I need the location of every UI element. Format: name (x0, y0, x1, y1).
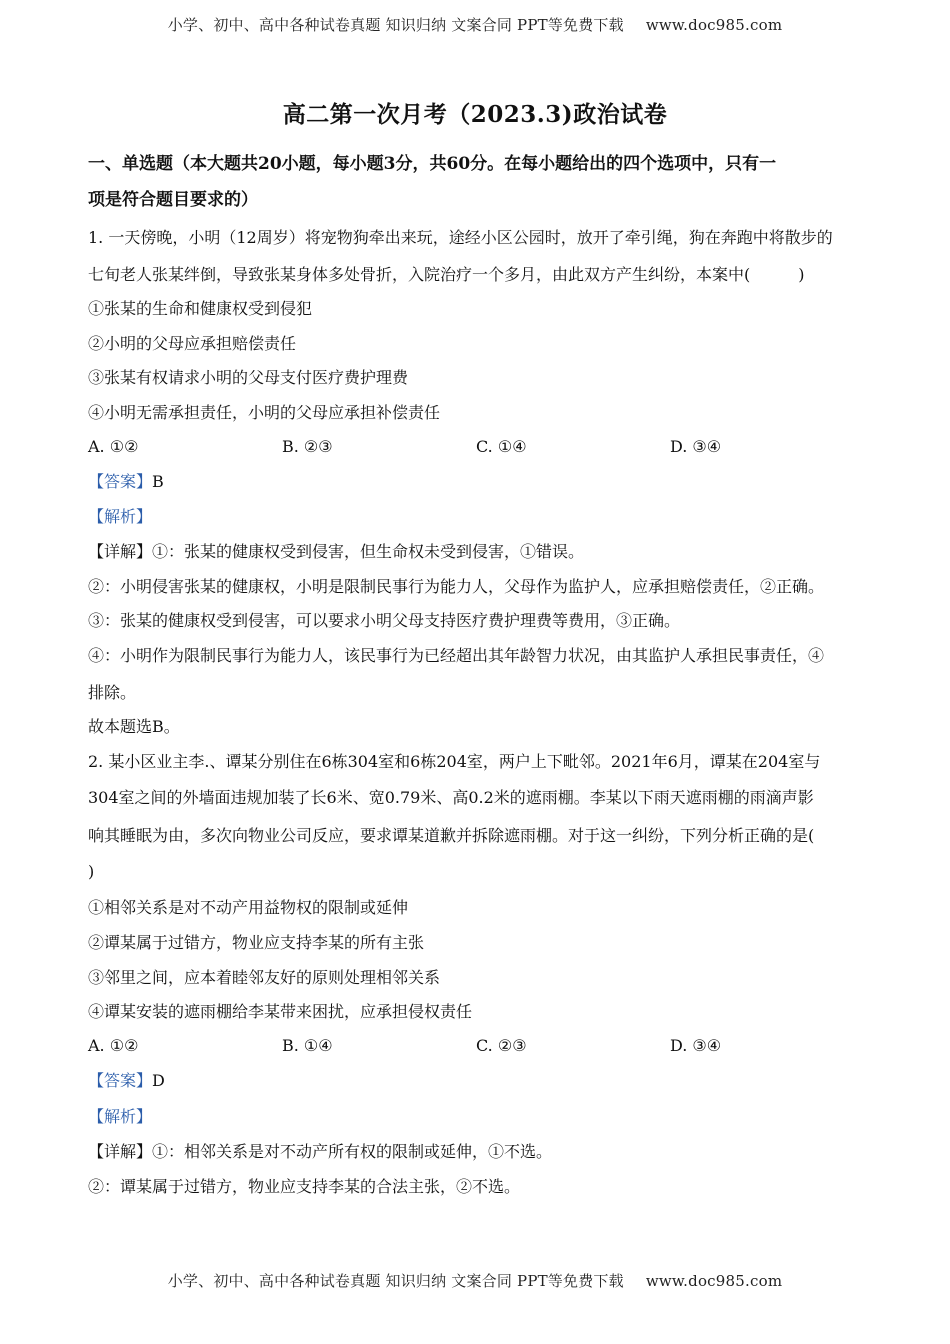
q2-stem-line3: 响其睡眠为由，多次向物业公司反应，要求谭某道歉并拆除遮雨棚。对于这一纠纷，下列分析正确的是( (88, 826, 815, 845)
q2-statement-1: ①相邻关系是对不动产用益物权的限制或延伸 (88, 898, 409, 917)
footer-site[interactable]: www.doc985.com (645, 1272, 783, 1290)
header-text: 小学、初中、高中各种试卷真题 知识归纳 文案合同 PPT等免费下载 (167, 16, 624, 34)
q2-option-a: A. ①② (88, 1036, 139, 1055)
q2-statement-2: ②谭某属于过错方，物业应支持李某的所有主张 (88, 933, 425, 952)
q1-conclusion: 故本题选B。 (88, 717, 180, 736)
answer-value: D (152, 1071, 165, 1090)
q2-stem-line1: 2. 某小区业主李.、谭某分别住在6栋304室和6栋204室，两户上下毗邻。2021年6月，谭某在204室与 (88, 752, 821, 771)
q1-statement-1: ①张某的生命和健康权受到侵犯 (88, 299, 313, 318)
q2-stem-line4: ) (88, 862, 95, 881)
q2-option-b: B. ①④ (282, 1036, 333, 1055)
answer-label: 【答案】 (88, 472, 153, 491)
q2-stem-line2: 304室之间的外墙面违规加装了长6米、宽0.79米、高0.2米的遮雨棚。李某以下雨天遮雨棚的雨滴声影 (88, 788, 814, 807)
q1-detail-2: ②：小明侵害张某的健康权，小明是限制民事行为能力人，父母作为监护人，应承担赔偿责任，②正确。 (88, 577, 825, 596)
section-heading-line1: 一、单选题（本大题共20小题，每小题3分，共60分。在每小题给出的四个选项中，只有一 (88, 154, 777, 174)
detail-label: 【详解】 (88, 542, 153, 561)
q1-answer (88, 472, 164, 492)
detail-text: ①：相邻关系是对不动产所有权的限制或延伸，①不选。 (152, 1142, 553, 1161)
q2-statement-3: ③邻里之间，应本着睦邻友好的原则处理相邻关系 (88, 968, 441, 987)
answer-value: B (152, 472, 164, 491)
header-site[interactable]: www.doc985.com (645, 16, 783, 34)
q1-detail-4b: 排除。 (88, 683, 137, 702)
q1-detail-1 (88, 542, 584, 562)
detail-text: ①：张某的健康权受到侵害，但生命权未受到侵害，①错误。 (152, 542, 585, 561)
detail-label: 【详解】 (88, 1142, 153, 1161)
page-title: 高二第一次月考（2023.3)政治试卷 (282, 101, 668, 128)
q2-option-d: D. ③④ (670, 1036, 722, 1055)
q1-stem-line1: 1. 一天傍晚，小明（12周岁）将宠物狗牵出来玩，途经小区公园时，放开了牵引绳，狗在奔跑中将散步的 (88, 228, 833, 247)
q1-stem-line2: 七旬老人张某绊倒，导致张某身体多处骨折，入院治疗一个多月，由此双方产生纠纷，本案中( ) (88, 265, 805, 284)
q1-option-d: D. ③④ (670, 437, 722, 456)
section-heading-line2: 项是符合题目要求的） (88, 190, 258, 210)
page-footer (0, 1270, 950, 1291)
q2-answer (88, 1071, 165, 1091)
q1-detail-4a: ④：小明作为限制民事行为能力人，该民事行为已经超出其年龄智力状况，由其监护人承担民事责任，④ (88, 646, 825, 665)
q1-detail-3: ③：张某的健康权受到侵害，可以要求小明父母支持医疗费护理费等费用，③正确。 (88, 611, 681, 630)
q2-statement-4: ④谭某安装的遮雨棚给李某带来困扰，应承担侵权责任 (88, 1002, 473, 1021)
page-header (0, 14, 950, 35)
q2-analysis-label: 【解析】 (88, 1107, 153, 1126)
q1-statement-3: ③张某有权请求小明的父母支付医疗费护理费 (88, 368, 409, 387)
q1-option-a: A. ①② (88, 437, 139, 456)
q2-detail-2: ②：谭某属于过错方，物业应支持李某的合法主张，②不选。 (88, 1177, 521, 1196)
q1-option-c: C. ①④ (476, 437, 527, 456)
q1-option-b: B. ②③ (282, 437, 333, 456)
q2-detail-1 (88, 1142, 552, 1162)
q1-statement-4: ④小明无需承担责任，小明的父母应承担补偿责任 (88, 403, 441, 422)
q1-statement-2: ②小明的父母应承担赔偿责任 (88, 334, 297, 353)
q1-analysis-label: 【解析】 (88, 507, 153, 526)
answer-label: 【答案】 (88, 1071, 153, 1090)
footer-text: 小学、初中、高中各种试卷真题 知识归纳 文案合同 PPT等免费下载 (167, 1272, 624, 1290)
q2-option-c: C. ②③ (476, 1036, 527, 1055)
